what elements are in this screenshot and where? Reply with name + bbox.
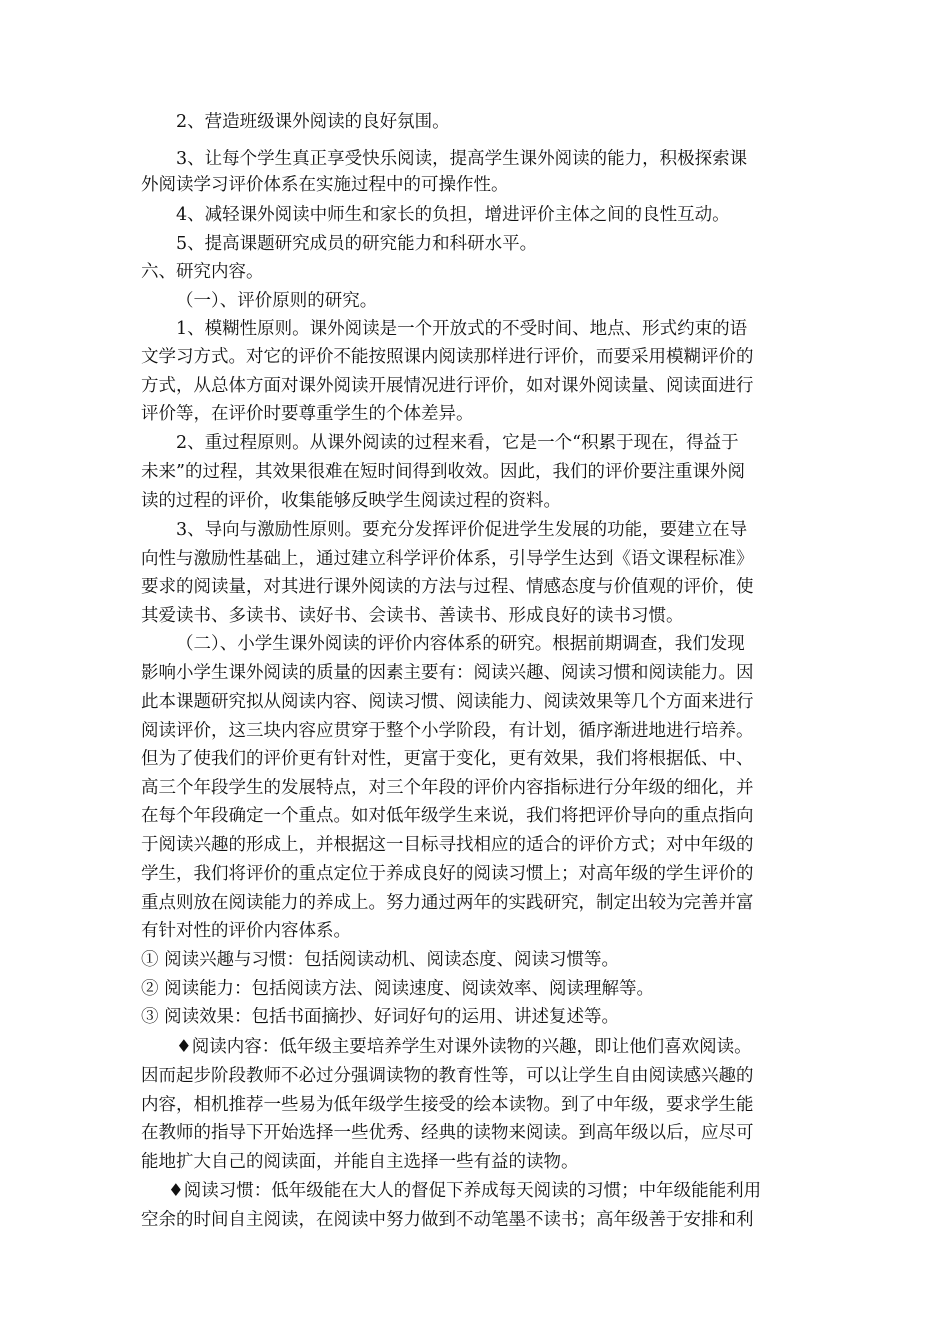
paragraph-line: ♦阅读习惯：低年级能在大人的督促下养成每天阅读的习惯；中年级能能利用 — [168, 1181, 762, 1201]
paragraph-line: 方式，从总体方面对课外阅读开展情况进行评价，如对课外阅读量、阅读面进行 — [141, 376, 754, 396]
subsection-heading: （一）、评价原则的研究。 — [176, 291, 378, 311]
paragraph-line: 空余的时间自主阅读，在阅读中努力做到不动笔墨不读书；高年级善于安排和利 — [141, 1210, 754, 1230]
paragraph-line: 有针对性的评价内容体系。 — [141, 921, 351, 941]
paragraph-line: 要求的阅读量，对其进行课外阅读的方法与过程、情感态度与价值观的评价，使 — [141, 577, 754, 597]
list-item: ② 阅读能力：包括阅读方法、阅读速度、阅读效率、阅读理解等。 — [141, 979, 655, 999]
paragraph-line: 评价等，在评价时要尊重学生的个体差异。 — [141, 404, 474, 424]
subsection-heading: （二）、小学生课外阅读的评价内容体系的研究。根据前期调查，我们发现 — [176, 634, 745, 654]
paragraph-line: 3、导向与激励性原则。要充分发挥评价促进学生发展的功能，要建立在导 — [176, 520, 748, 540]
paragraph-line: 高三个年段学生的发展特点，对三个年段的评价内容指标进行分年级的细化，并 — [141, 778, 754, 798]
paragraph-line: 1、模糊性原则。课外阅读是一个开放式的不受时间、地点、形式约束的语 — [176, 319, 748, 339]
paragraph-line: 2、重过程原则。从课外阅读的过程来看，它是一个“积累于现在，得益于 — [176, 433, 739, 453]
paragraph-line: 但为了使我们的评价更有针对性，更富于变化，更有效果，我们将根据低、中、 — [141, 749, 754, 769]
paragraph-line: 4、减轻课外阅读中师生和家长的负担，增进评价主体之间的良性互动。 — [176, 205, 730, 225]
paragraph-line: 于阅读兴趣的形成上，并根据这一目标寻找相应的适合的评价方式；对中年级的 — [141, 835, 754, 855]
paragraph-line: 因而起步阶段教师不必过分强调读物的教育性等，可以让学生自由阅读感兴趣的 — [141, 1066, 754, 1086]
paragraph-line: 在教师的指导下开始选择一些优秀、经典的读物来阅读。到高年级以后，应尽可 — [141, 1123, 754, 1143]
list-item: ③ 阅读效果：包括书面摘抄、好词好句的运用、讲述复述等。 — [141, 1007, 620, 1027]
paragraph-line: 能地扩大自己的阅读面，并能自主选择一些有益的读物。 — [141, 1152, 579, 1172]
paragraph-line: 重点则放在阅读能力的养成上。努力通过两年的实践研究，制定出较为完善并富 — [141, 893, 754, 913]
section-heading: 六、研究内容。 — [141, 262, 264, 282]
list-item: ① 阅读兴趣与习惯：包括阅读动机、阅读态度、阅读习惯等。 — [141, 950, 620, 970]
paragraph-line: 文学习方式。对它的评价不能按照课内阅读那样进行评价，而要采用模糊评价的 — [141, 347, 754, 367]
paragraph-line: 读的过程的评价，收集能够反映学生阅读过程的资料。 — [141, 491, 561, 511]
paragraph-line: 其爱读书、多读书、读好书、会读书、善读书、形成良好的读书习惯。 — [141, 606, 684, 626]
paragraph-line: ♦阅读内容：低年级主要培养学生对课外读物的兴趣，即让他们喜欢阅读。 — [176, 1037, 752, 1057]
paragraph-line: 2、营造班级课外阅读的良好氛围。 — [176, 112, 450, 132]
paragraph-line: 3、让每个学生真正享受快乐阅读，提高学生课外阅读的能力，积极探索课 — [176, 149, 748, 169]
paragraph-line: 向性与激励性基础上，通过建立科学评价体系，引导学生达到《语文课程标准》 — [141, 549, 754, 569]
paragraph-line: 阅读评价，这三块内容应贯穿于整个小学阶段，有计划，循序渐进地进行培养。 — [141, 721, 754, 741]
paragraph-line: 学生，我们将评价的重点定位于养成良好的阅读习惯上；对高年级的学生评价的 — [141, 864, 754, 884]
paragraph-line: 在每个年段确定一个重点。如对低年级学生来说，我们将把评价导向的重点指向 — [141, 806, 754, 826]
paragraph-line: 5、提高课题研究成员的研究能力和科研水平。 — [176, 234, 538, 254]
paragraph-line: 此本课题研究拟从阅读内容、阅读习惯、阅读能力、阅读效果等几个方面来进行 — [141, 692, 754, 712]
paragraph-line: 外阅读学习评价体系在实施过程中的可操作性。 — [141, 175, 509, 195]
paragraph-line: 影响小学生课外阅读的质量的因素主要有：阅读兴趣、阅读习惯和阅读能力。因 — [141, 663, 754, 683]
paragraph-line: 内容，相机推荐一些易为低年级学生接受的绘本读物。到了中年级，要求学生能 — [141, 1095, 754, 1115]
paragraph-line: 未来”的过程，其效果很难在短时间得到收效。因此，我们的评价要注重课外阅 — [141, 462, 745, 482]
